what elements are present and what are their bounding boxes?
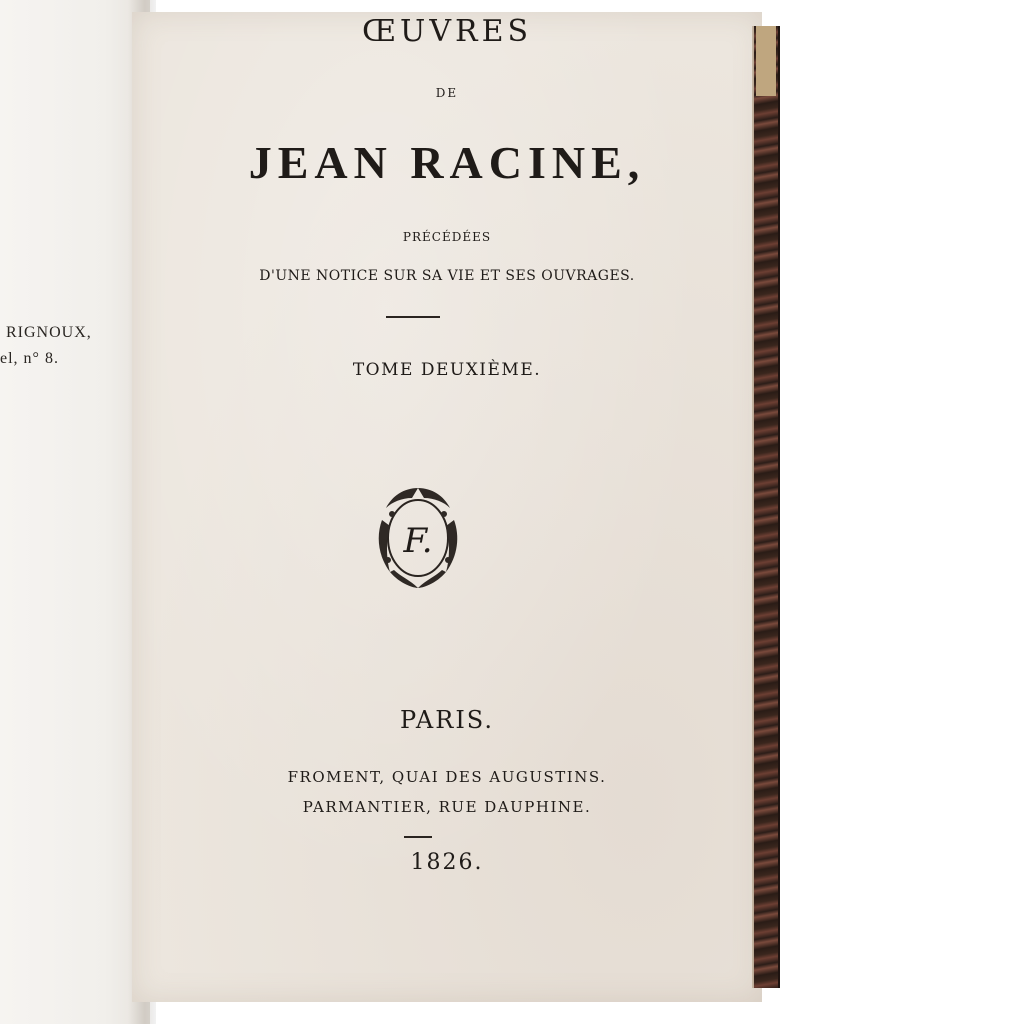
publisher-wreath-emblem	[368, 480, 468, 592]
left-page-line-2: el, n° 8.	[0, 350, 59, 367]
title-connector: DE	[435, 86, 459, 100]
publisher-line-1: FROMENT, QUAI DES AUGUSTINS.	[287, 768, 607, 786]
work-title: ŒUVRES	[361, 14, 533, 49]
notice-subtitle: D'UNE NOTICE SUR SA VIE ET SES OUVRAGES.	[259, 268, 635, 284]
imprint-rule	[404, 836, 432, 838]
publisher-line-2: PARMANTIER, RUE DAUPHINE.	[302, 798, 592, 816]
left-page-line-1: RIGNOUX,	[6, 324, 92, 341]
imprint-city: PARIS.	[399, 706, 495, 734]
emblem-letter: F.	[403, 521, 433, 561]
preceded-label: PRÉCÉDÉES	[402, 230, 492, 244]
divider-rule	[386, 316, 440, 318]
volume-label: TOME DEUXIÈME.	[352, 360, 542, 380]
author-name: JEAN RACINE,	[248, 137, 646, 188]
imprint-year: 1826.	[410, 850, 484, 875]
